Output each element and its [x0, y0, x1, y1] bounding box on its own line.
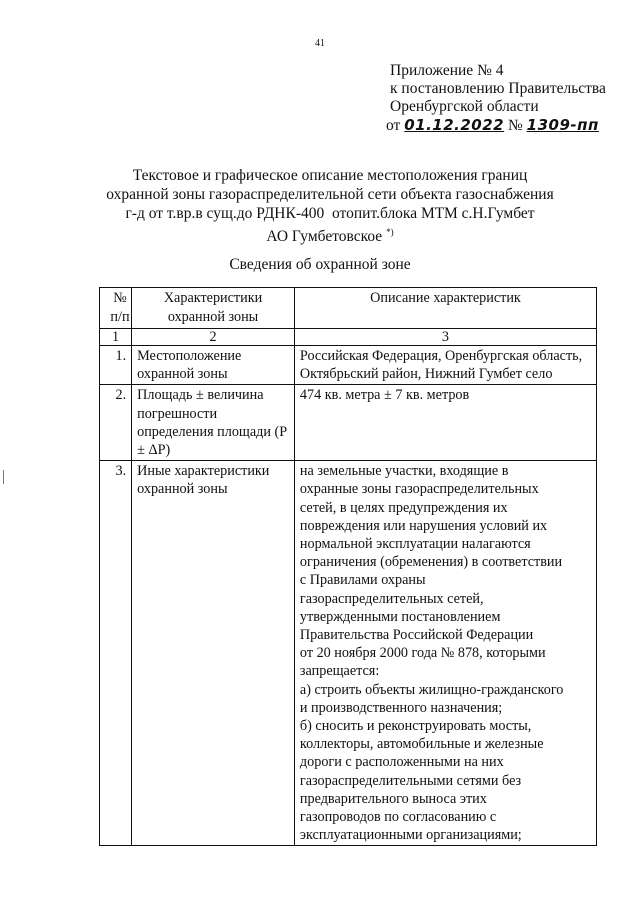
page-number: 41 — [315, 38, 325, 49]
appendix-header — [386, 62, 606, 135]
appendix-date-line — [386, 116, 606, 135]
desc-line: нормальной эксплуатации налагаются — [299, 536, 531, 553]
date-prefix: от — [386, 117, 401, 134]
desc-line: дороги с расположенными на них — [299, 754, 504, 771]
desc-line: запрещается: — [299, 663, 380, 680]
number-label: № — [507, 117, 523, 134]
index-cell: 1 — [100, 329, 132, 346]
desc-line: на земельные участки, входящие в — [299, 463, 509, 480]
table-header-row — [100, 288, 597, 329]
desc-line: газопроводов по согласованию с — [299, 809, 497, 826]
index-cell: 3 — [294, 329, 596, 346]
row-description: Российская Федерация, Оренбургская область, Октябрьский район, Нижний Гумбет село — [294, 346, 596, 385]
desc-line: предварительного выноса этих — [299, 790, 487, 807]
desc-line: а) строить объекты жилищно-гражданского — [299, 681, 564, 698]
desc-line: охранные зоны газораспределительных — [299, 481, 539, 498]
desc-line: коллекторы, автомобильные и железные — [299, 736, 544, 753]
table-index-row — [100, 329, 597, 346]
appendix-decree: к постановлению Правительства — [390, 80, 606, 97]
desc-line: ограничения (обременения) в соответствии — [299, 554, 563, 571]
row-description: 474 кв. метра ± 7 кв. метров — [294, 385, 596, 461]
title-company: АО Гумбетовское — [266, 228, 383, 246]
table-row — [100, 346, 597, 385]
index-cell: 2 — [132, 329, 295, 346]
zone-info-table — [99, 287, 597, 846]
appendix-title: Приложение № 4 — [390, 62, 504, 79]
desc-line: с Правилами охраны — [299, 572, 426, 589]
row-characteristic: Местоположение охранной зоны — [132, 346, 295, 385]
header-number: № п/п — [100, 288, 132, 329]
appendix-region: Оренбургской области — [390, 98, 539, 115]
desc-line: Правительства Российской Федерации — [299, 627, 534, 644]
row-characteristic: Площадь ± величина погрешности определения площади (Р ± ΔР) — [132, 385, 295, 461]
desc-line: и производственного назначения; — [299, 699, 503, 716]
title-line-3: г-д от т.вр.в сущ.до РДНК-400 отопит.блока МТМ с.Н.Гумбет — [125, 205, 535, 222]
row-description — [294, 461, 596, 846]
decree-date: 01.12.2022 — [404, 116, 505, 134]
title-line-2: охранной зоны газораспределительной сети объекта газоснабжения — [106, 186, 554, 203]
desc-line: утвержденными постановлением — [299, 608, 501, 625]
row-number: 1. — [100, 346, 132, 385]
desc-line: газораспределительными сетями без — [299, 772, 522, 789]
desc-line: эксплуатационными организациями; — [299, 827, 522, 844]
desc-line: газораспределительных сетей, — [299, 590, 484, 607]
row-characteristic: Иные характеристики охранной зоны — [132, 461, 295, 846]
desc-line: от 20 ноября 2000 года № 878, которыми — [299, 645, 546, 662]
desc-line: сетей, в целях предупреждения их — [299, 499, 508, 516]
header-description: Описание характеристик — [294, 288, 596, 329]
table-row — [100, 385, 597, 461]
title-line-4 — [100, 223, 560, 246]
desc-line: повреждения или нарушения условий их — [299, 517, 548, 534]
row-number: 3. — [100, 461, 132, 846]
document-title — [100, 166, 560, 246]
scan-margin-mark — [3, 470, 4, 484]
footnote-mark: *) — [386, 227, 394, 237]
row-number: 2. — [100, 385, 132, 461]
section-subtitle: Сведения об охранной зоне — [229, 256, 411, 273]
title-line-1: Текстовое и графическое описание местоположения границ — [132, 167, 528, 184]
desc-line: б) сносить и реконструировать мосты, — [299, 718, 532, 735]
decree-number: 1309-пп — [526, 116, 599, 134]
table-row — [100, 461, 597, 846]
header-characteristic: Характеристики охранной зоны — [132, 288, 295, 329]
